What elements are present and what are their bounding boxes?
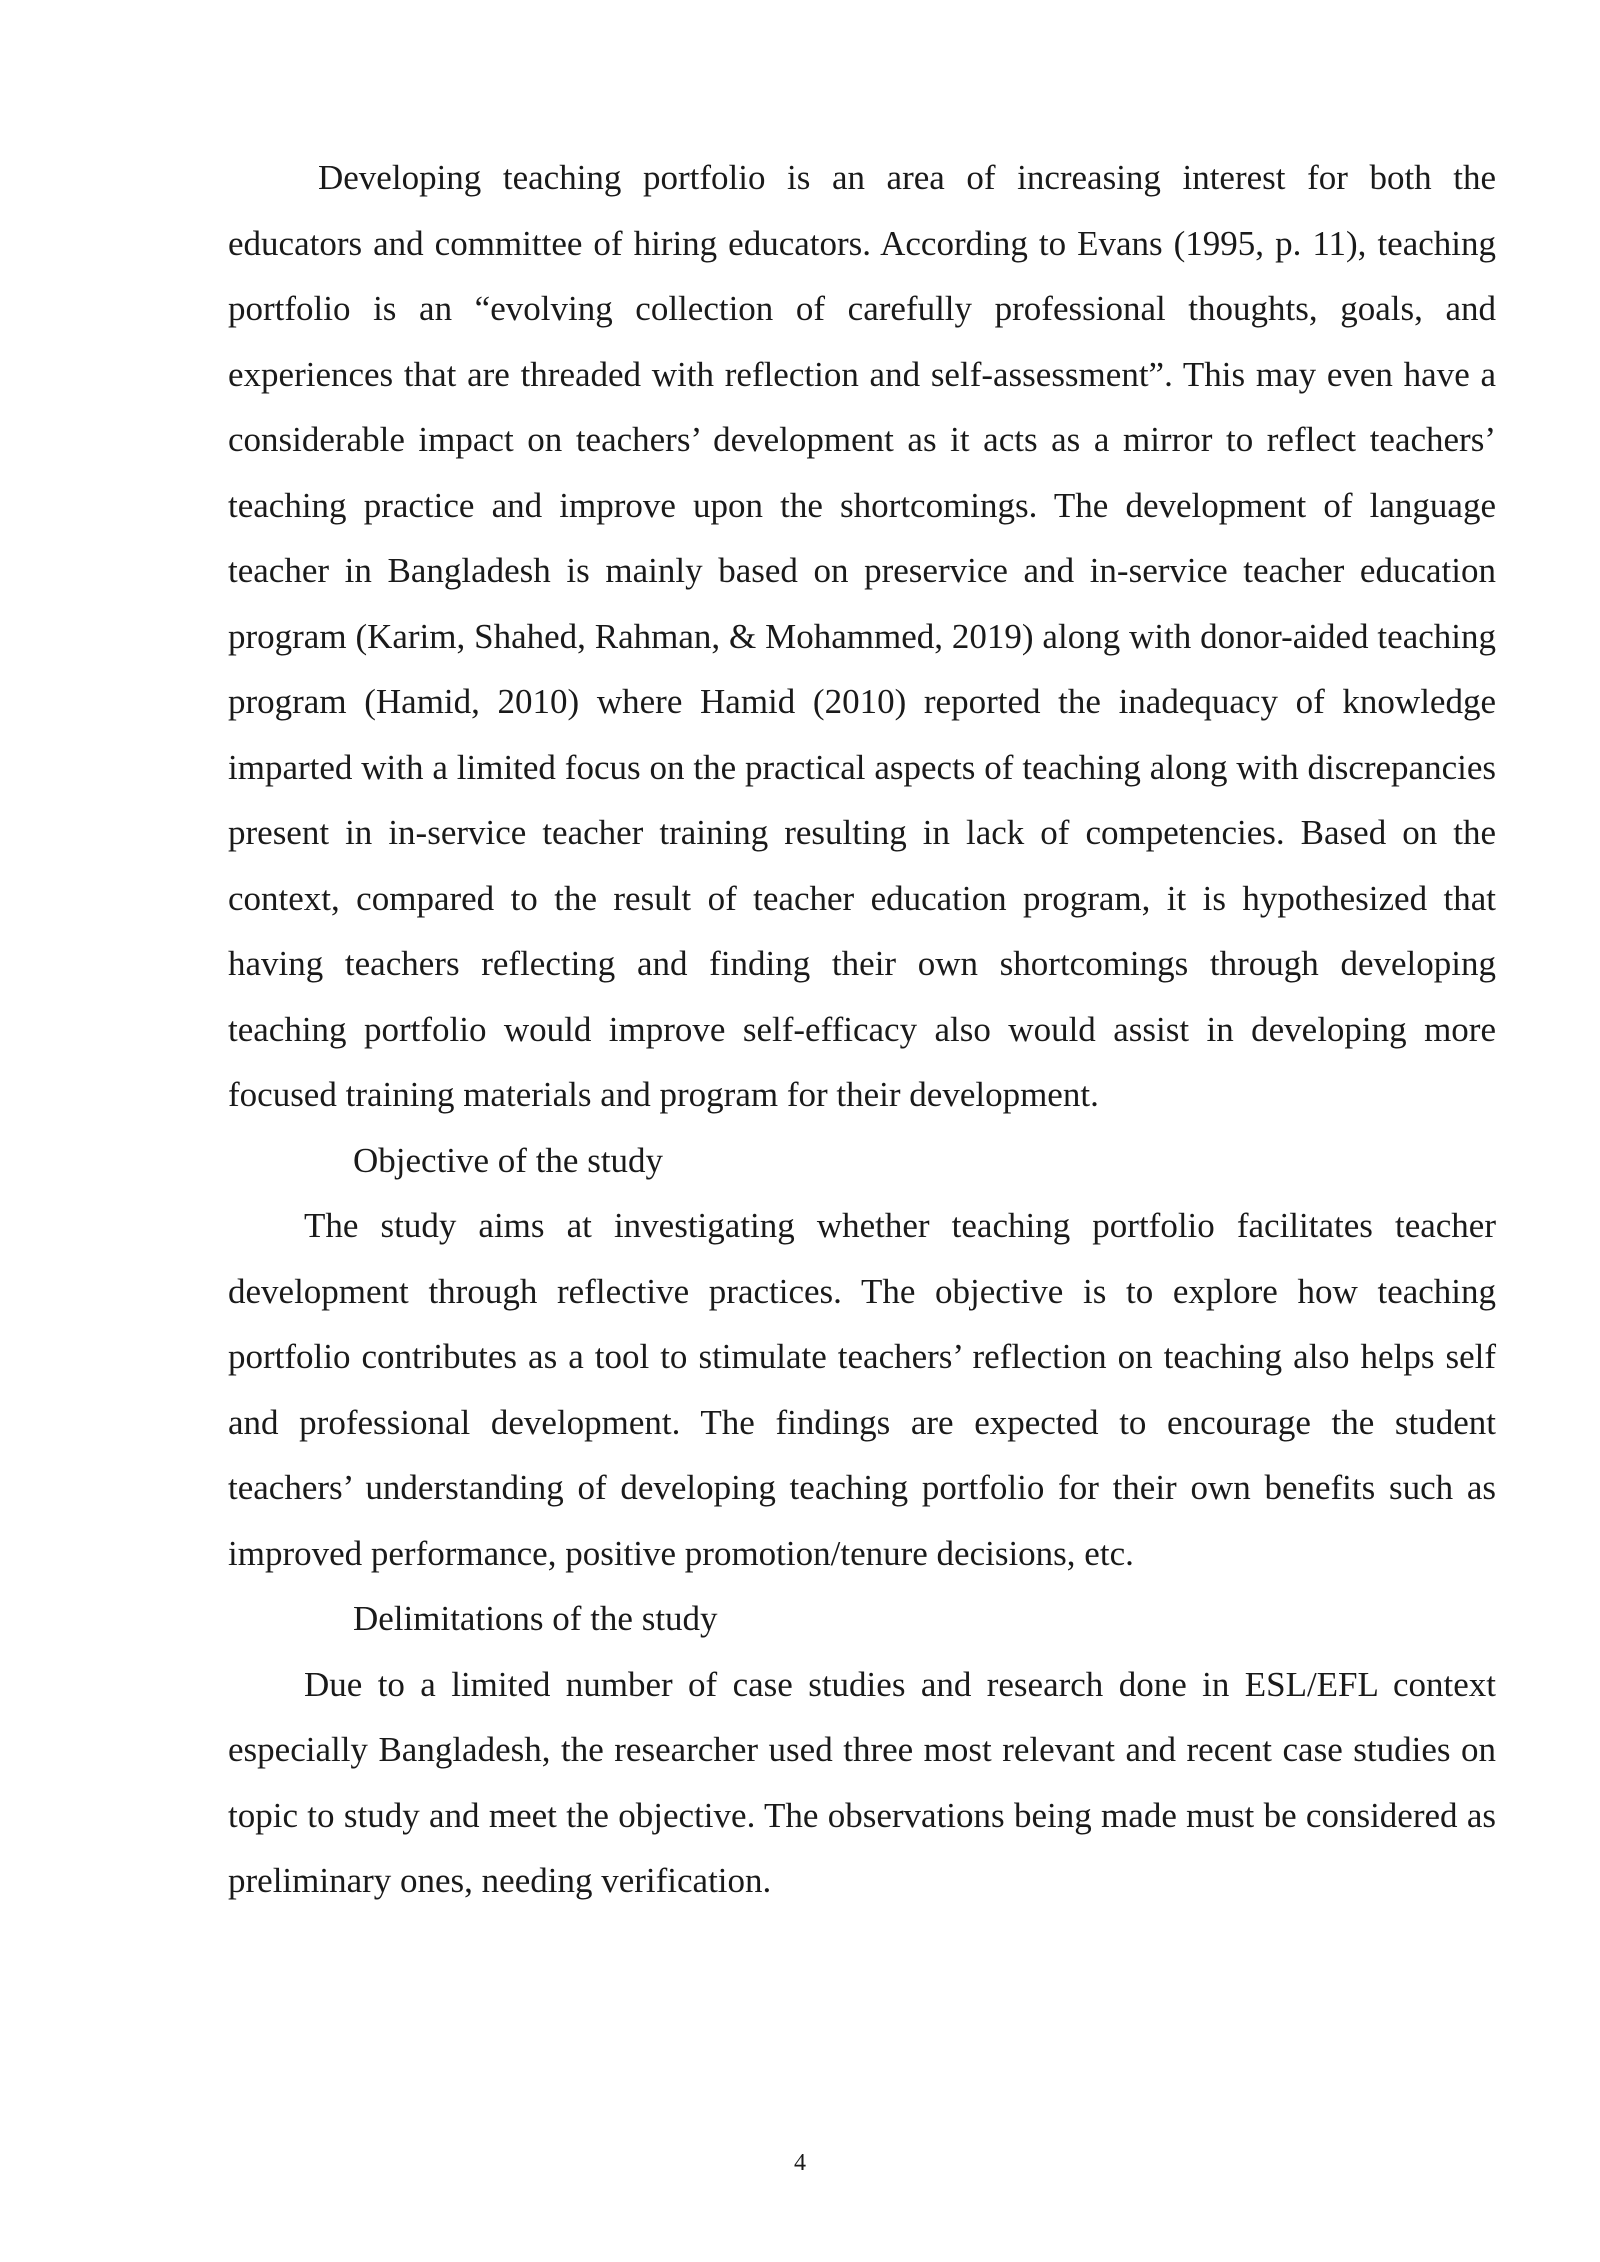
page-number: 4 — [794, 2150, 806, 2176]
objective-paragraph: The study aims at investigating whether teaching portfolio facilitates teacher development through reflective practices. The objective is to explore how teaching portfolio contributes as a tool to stimulate teachers’ reflection on teaching also helps self and professional development. The findings are expected to encourage the student teachers’ understanding of developing teaching portfolio for their own benefits such as improved performance, positive promotion/tenure decisions, etc. — [228, 1206, 1496, 1573]
delimitations-heading: Delimitations of the study — [353, 1599, 718, 1638]
intro-paragraph: Developing teaching portfolio is an area of increasing interest for both the educators and committee of hiring educators. According to Evans (1995, p. 11), teaching portfolio is an “evolving collection of carefully professional thoughts, goals, and experiences that are threaded with reflection and self-assessment”. This may even have a considerable impact on teachers’ development as it acts as a mirror to reflect teachers’ teaching practice and improve upon the shortcomings. The development of language teacher in Bangladesh is mainly based on preservice and in-service teacher education program (Karim, Shahed, Rahman, & Mohammed, 2019) along with donor-aided teaching program (Hamid, 2010) where Hamid (2010) reported the inadequacy of knowledge imparted with a limited focus on the practical aspects of teaching along with discrepancies present in in-service teacher training resulting in lack of competencies. Based on the context, compared to the result of teacher education program, it is hypothesized that having teachers reflecting and finding their own shortcomings through developing teaching portfolio would improve self-efficacy also would assist in developing more focused training materials and program for their development. — [228, 158, 1496, 1114]
page-body — [228, 145, 1496, 1914]
delimitations-paragraph: Due to a limited number of case studies and research done in ESL/EFL context especially Bangladesh, the researcher used three most relevant and recent case studies on topic to study and meet the objective. The observations being made must be considered as preliminary ones, needing verification. — [228, 1664, 1496, 1900]
objective-heading: Objective of the study — [353, 1140, 664, 1180]
